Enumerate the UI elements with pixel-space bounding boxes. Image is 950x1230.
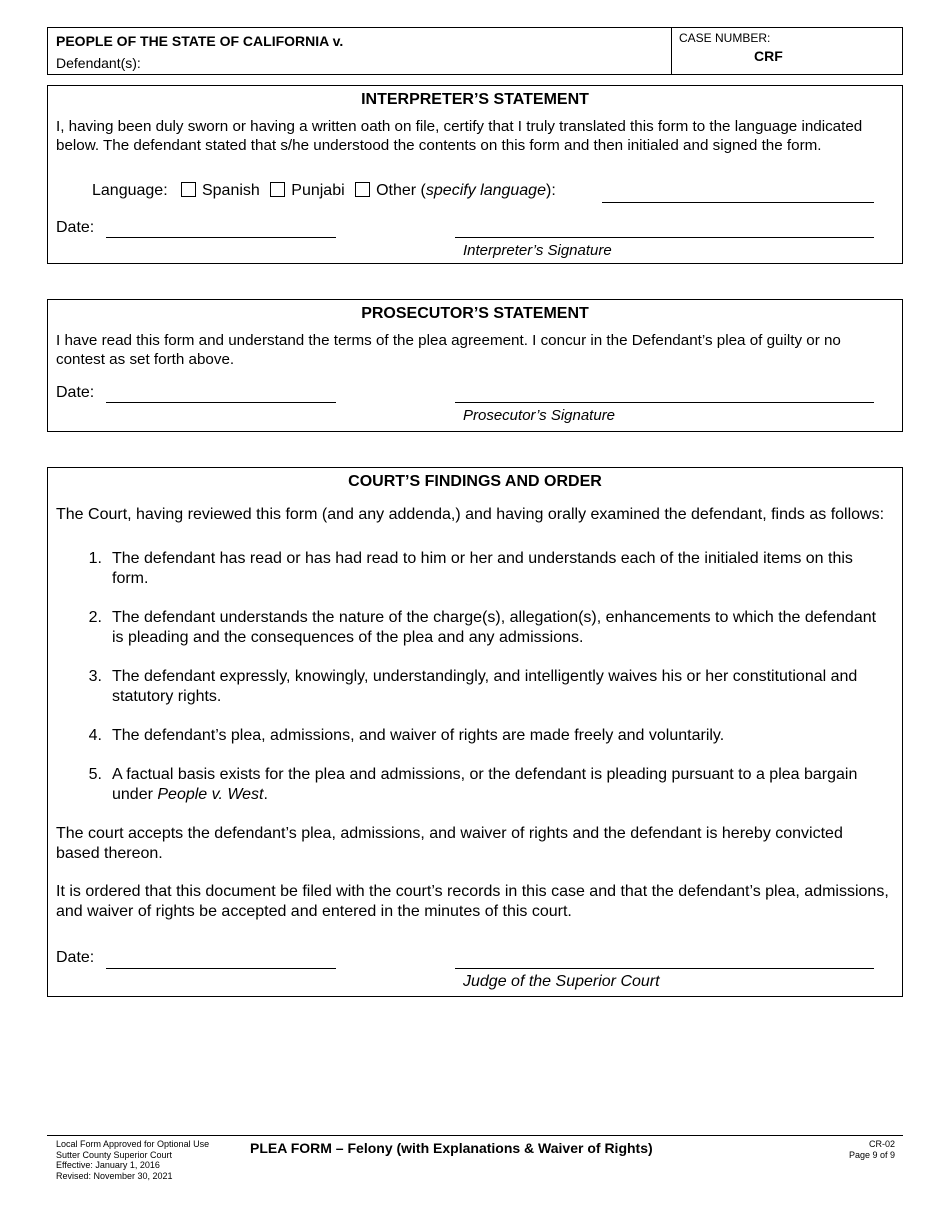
court-date-label: Date: bbox=[56, 949, 95, 966]
finding-text-tail: . bbox=[263, 786, 268, 803]
court-accept-paragraph: The court accepts the defendant’s plea, admissions, and waiver of rights and the defendant is hereby convicted based thereon. bbox=[56, 825, 843, 862]
finding-text-main: A factual basis exists for the plea and admissions, or the defendant is pleading pursuant to a plea bargain under bbox=[112, 766, 858, 803]
prosecutor-date-field[interactable] bbox=[106, 402, 336, 403]
footer-info-line: Local Form Approved for Optional Use bbox=[56, 1139, 210, 1149]
interpreter-date-field[interactable] bbox=[106, 237, 336, 238]
interpreter-title: INTERPRETER’S STATEMENT bbox=[361, 91, 589, 108]
court-title: COURT’S FINDINGS AND ORDER bbox=[348, 473, 602, 490]
footer-form-info bbox=[56, 1139, 209, 1181]
punjabi-checkbox[interactable] bbox=[270, 182, 285, 197]
finding-text bbox=[112, 765, 882, 805]
interpreter-date-label: Date: bbox=[56, 219, 95, 236]
finding-number: 5. bbox=[88, 766, 102, 783]
footer-info-line: Sutter County Superior Court bbox=[56, 1149, 173, 1160]
other-label-suffix: ): bbox=[545, 182, 556, 199]
other-label-italic: specify language bbox=[425, 182, 546, 199]
prosecutor-body: I have read this form and understand the terms of the plea agreement. I concur in the Defendant’s plea of guilty or no contest as set forth above. bbox=[56, 332, 841, 368]
case-caption-header bbox=[47, 27, 903, 75]
footer-info-line: Effective: January 1, 2016 bbox=[56, 1160, 160, 1170]
judge-signature-line[interactable] bbox=[455, 968, 874, 969]
prosecutor-title: PROSECUTOR’S STATEMENT bbox=[361, 305, 589, 322]
footer-rule bbox=[47, 1135, 903, 1136]
case-number-value: CRF bbox=[754, 48, 783, 64]
court-findings-section bbox=[47, 467, 903, 997]
footer-form-title: PLEA FORM – Felony (with Explanations & Waiver of Rights) bbox=[250, 1140, 653, 1156]
finding-number: 4. bbox=[88, 727, 102, 744]
finding-text: The defendant understands the nature of the charge(s), allegation(s), enhancements to which the defendant is pleading and the consequences of the plea and any admissions. bbox=[112, 609, 877, 646]
case-number-label: CASE NUMBER: bbox=[679, 31, 771, 45]
prosecutor-signature-caption: Prosecutor’s Signature bbox=[463, 407, 616, 424]
finding-text: The defendant has read or has had read to him or her and understands each of the initialed items on this form. bbox=[112, 550, 853, 587]
defendant-label: Defendant(s): bbox=[56, 55, 141, 71]
other-language-checkbox[interactable] bbox=[355, 182, 370, 197]
prosecutor-signature-line[interactable] bbox=[455, 402, 874, 403]
language-row bbox=[92, 182, 556, 200]
punjabi-label: Punjabi bbox=[291, 182, 345, 199]
finding-number: 1. bbox=[88, 550, 102, 567]
spanish-checkbox[interactable] bbox=[181, 182, 196, 197]
court-order-paragraph: It is ordered that this document be filed with the court’s records in this case and that the defendant’s plea, admissions, and waiver of rights be accepted and entered in the minutes of this court. bbox=[56, 883, 889, 920]
footer-page-info bbox=[849, 1139, 895, 1160]
prosecutor-date-label: Date: bbox=[56, 384, 95, 401]
case-citation: People v. West bbox=[157, 786, 264, 803]
court-intro: The Court, having reviewed this form (and any addenda,) and having orally examined the defendant, finds as follows: bbox=[56, 506, 885, 523]
finding-number: 3. bbox=[88, 668, 102, 685]
interpreter-statement-section bbox=[47, 85, 903, 264]
interpreter-signature-caption: Interpreter’s Signature bbox=[463, 242, 612, 259]
finding-text: The defendant’s plea, admissions, and waiver of rights are made freely and voluntarily. bbox=[112, 727, 725, 744]
other-language-field[interactable] bbox=[602, 202, 874, 203]
finding-number: 2. bbox=[88, 609, 102, 626]
people-caption: PEOPLE OF THE STATE OF CALIFORNIA v. bbox=[56, 33, 344, 49]
other-label-prefix: Other ( bbox=[376, 182, 426, 199]
header-divider bbox=[671, 28, 672, 74]
interpreter-body: I, having been duly sworn or having a written oath on file, certify that I truly translated this form to the language indicated below. The defendant stated that s/he understood the contents on this form and then initialed and signed the form. bbox=[56, 118, 863, 154]
judge-signature-caption: Judge of the Superior Court bbox=[463, 973, 660, 990]
footer-info-line: Revised: November 30, 2021 bbox=[56, 1170, 173, 1181]
interpreter-signature-line[interactable] bbox=[455, 237, 874, 238]
page-number: Page 9 of 9 bbox=[848, 1149, 895, 1160]
form-id: CR-02 bbox=[868, 1139, 895, 1149]
court-date-field[interactable] bbox=[106, 968, 336, 969]
prosecutor-statement-section bbox=[47, 299, 903, 432]
spanish-label: Spanish bbox=[201, 182, 260, 199]
language-label: Language: bbox=[92, 182, 168, 199]
finding-text: The defendant expressly, knowingly, understandingly, and intelligently waives his or her constitutional and statutory rights. bbox=[112, 668, 858, 705]
